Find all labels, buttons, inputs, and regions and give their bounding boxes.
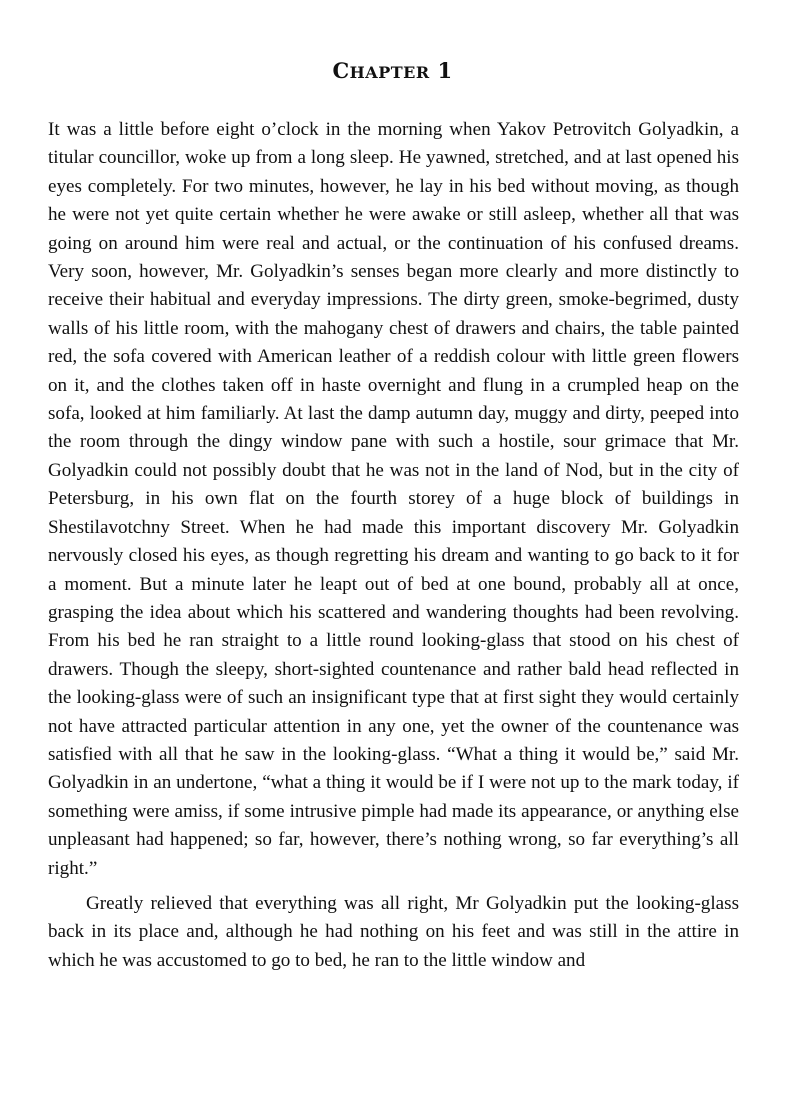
chapter-title-initial: C (332, 58, 350, 83)
paragraph-1: It was a little before eight o’clock in the morning when Yakov Petrovitch Golyadkin, a titular councillor, woke up from a long sleep. He yawned, stretched, and at last opened his eyes completely. For two minutes, however, he lay in his bed without moving, as though he were not yet quite certain whether he were awake or still asleep, whether all that was going on around him were real and actual, or the continuation of his confused dreams. Very soon, however, Mr. Golyadkin’s senses began more clearly and more distinctly to receive their habitual and everyday impressions. The dirty green, smoke-begrimed, dusty walls of his little room, with the mahogany chest of drawers and chairs, the table painted red, the sofa covered with American leather of a reddish colour with little green flowers on it, and the clothes taken off in haste overnight and flung in a crumpled heap on the sofa, looked at him familiarly. At last the damp autumn day, muggy and dirty, peeped into the room through the dingy window pane with such a hostile, sour grimace that Mr. Golyadkin could not possibly doubt that he was not in the land of Nod, but in the city of Petersburg, in his own flat on the fourth storey of a huge block of buildings in Shestilavotchny Street. When he had made this important discovery Mr. Golyadkin nervously closed his eyes, as though regretting his dream and wanting to go back to it for a moment. But a minute later he leapt out of bed at one bound, probably all at once, grasping the idea about which his scattered and wandering thoughts had been revolving. From his bed he ran straight to a little round looking-glass that stood on his chest of drawers. Though the sleepy, short-sighted countenance and rather bald head reflected in the looking-glass were of such an insignificant type that at first sight they would certainly not have attracted particular attention in any one, yet the owner of the countenance was satisfied with all that he saw in the looking-glass. “What a thing it would be,” said Mr. Golyadkin in an undertone, “what a thing it would be if I were not up to the mark today, if something were amiss, if some intrusive pimple had made its appearance, or anything else unpleasant had happened; so far, however, there’s nothing wrong, so far everything’s all right.” (48, 119, 739, 879)
chapter-title-rest: HAPTER (349, 63, 430, 82)
chapter-number: 1 (437, 58, 453, 83)
paragraph-2: Greatly relieved that everything was all right, Mr Golyadkin put the looking-glass back in its place and, although he had nothing on his feet and was still in the attire in which he was accustomed to go to bed, he ran to the little window and (48, 892, 739, 971)
chapter-body (48, 116, 739, 975)
chapter-heading (0, 58, 785, 83)
